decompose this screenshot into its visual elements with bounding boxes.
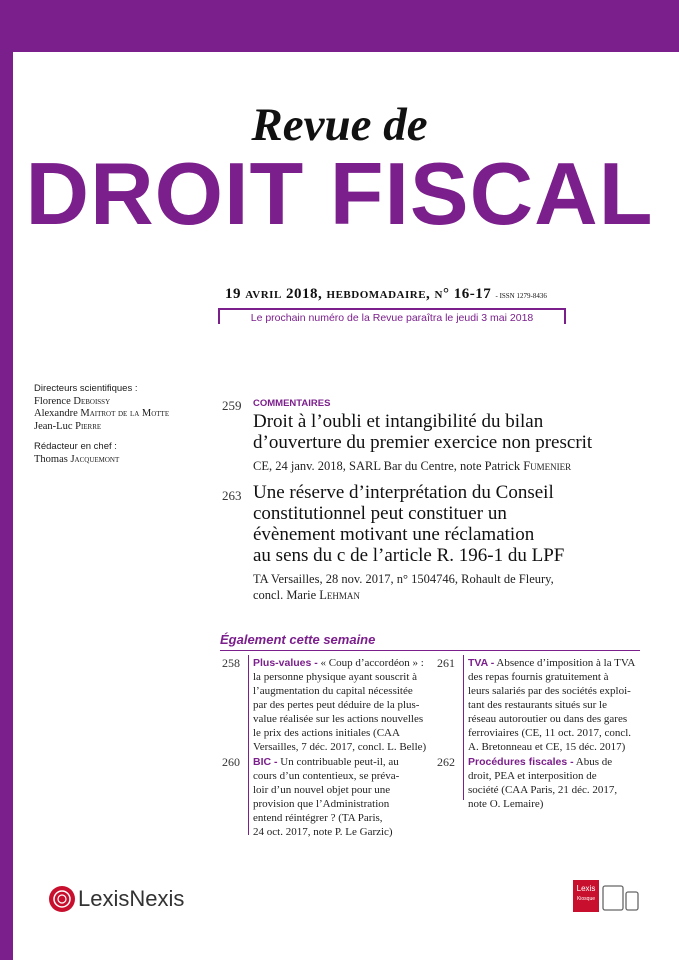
article-title: Droit à l’oubli et intangibilité du bilan d’ouverture du premier exercice non prescrit — [253, 411, 593, 453]
item-number: 258 — [222, 656, 240, 670]
article-title: Une réserve d’interprétation du Conseil constitutionnel peut constituer un évènement motivant une réclamation au sens du c de l’article R. 196-1 du LPF — [253, 482, 565, 566]
issue-date: 19 avril 2018, hebdomadaire, n° 16-17 — [225, 286, 492, 302]
masthead — [34, 383, 169, 466]
directors-label: Directeurs scientifiques : — [34, 383, 138, 394]
editor-name: Thomas Jacquemont — [34, 453, 120, 465]
director-name: Alexandre Maitrot de la Motte — [34, 408, 170, 419]
devices-icon — [602, 884, 640, 912]
item-number: 260 — [222, 755, 240, 769]
article-number: 259 — [222, 398, 242, 413]
section-heading: COMMENTAIRES — [253, 398, 331, 409]
item-keyword: TVA - — [468, 657, 495, 669]
article-reference: TA Versailles, 28 nov. 2017, n° 1504746, Rohault de Fleury, concl. Marie Lehman — [253, 572, 554, 602]
lexis-kiosque-badge: Lexis Kiosque — [573, 880, 599, 912]
editor-label: Rédacteur en chef : — [34, 441, 117, 452]
journal-title: DROIT FISCAL — [25, 144, 654, 243]
also-item: Procédures fiscales - Abus de droit, PEA et interposition de société (CAA Paris, 21 déc. 2017, note O. Lemaire) — [468, 756, 618, 810]
lexisnexis-logo-icon — [48, 885, 76, 913]
also-item: Plus-values - « Coup d’accordéon » : la personne physique ayant souscrit à l’augmentation du capital nécessitée par des pertes peut déduire de la plus- value réalisée sur les actions nouvelles le prix des actions initiales (CAA Versailles, 7 déc. 2017, concl. L. Belle) — [253, 657, 427, 753]
issn: - ISSN 1279-8436 — [495, 292, 547, 300]
item-keyword: Plus-values - — [253, 657, 318, 669]
director-name: Florence Deboissy — [34, 395, 111, 407]
also-rule — [220, 650, 640, 651]
item-number: 262 — [437, 755, 455, 769]
issue-rule — [218, 308, 566, 310]
issue-line — [225, 286, 547, 303]
article-number: 263 — [222, 488, 242, 503]
item-number: 261 — [437, 656, 455, 670]
director-name: Jean-Luc Pierre — [34, 420, 102, 432]
also-this-week-heading: Également cette semaine — [220, 632, 376, 647]
also-item: TVA - Absence d’imposition à la TVA des repas fournis gratuitement à leurs salariés par des sociétés exploi- tant des restaurants situés sur le réseau autoroutier ou dans des gares ferroviaires (CE, 11 oct. 2017, concl. A. Bretonneau et CE, 15 déc. 2017) — [468, 657, 636, 753]
article-reference: CE, 24 janv. 2018, SARL Bar du Centre, note Patrick Fumenier — [253, 459, 572, 473]
item-keyword: Procédures fiscales - — [468, 756, 574, 768]
item-keyword: BIC - — [253, 756, 278, 768]
publisher-name: LexisNexis — [78, 886, 185, 911]
also-item: BIC - Un contribuable peut-il, au cours d’un contentieux, se préva- loir d’un nouvel objet pour une provision que l’Administration entend réintégrer ? (TA Paris, 24 oct. 2017, note P. Le Garzic) — [253, 756, 400, 838]
column-divider — [463, 655, 464, 800]
journal-title-prefix: Revue de — [251, 99, 428, 151]
top-color-band — [0, 0, 679, 52]
column-divider — [248, 655, 249, 835]
next-issue-notice: Le prochain numéro de la Revue paraîtra le jeudi 3 mai 2018 — [250, 312, 534, 324]
